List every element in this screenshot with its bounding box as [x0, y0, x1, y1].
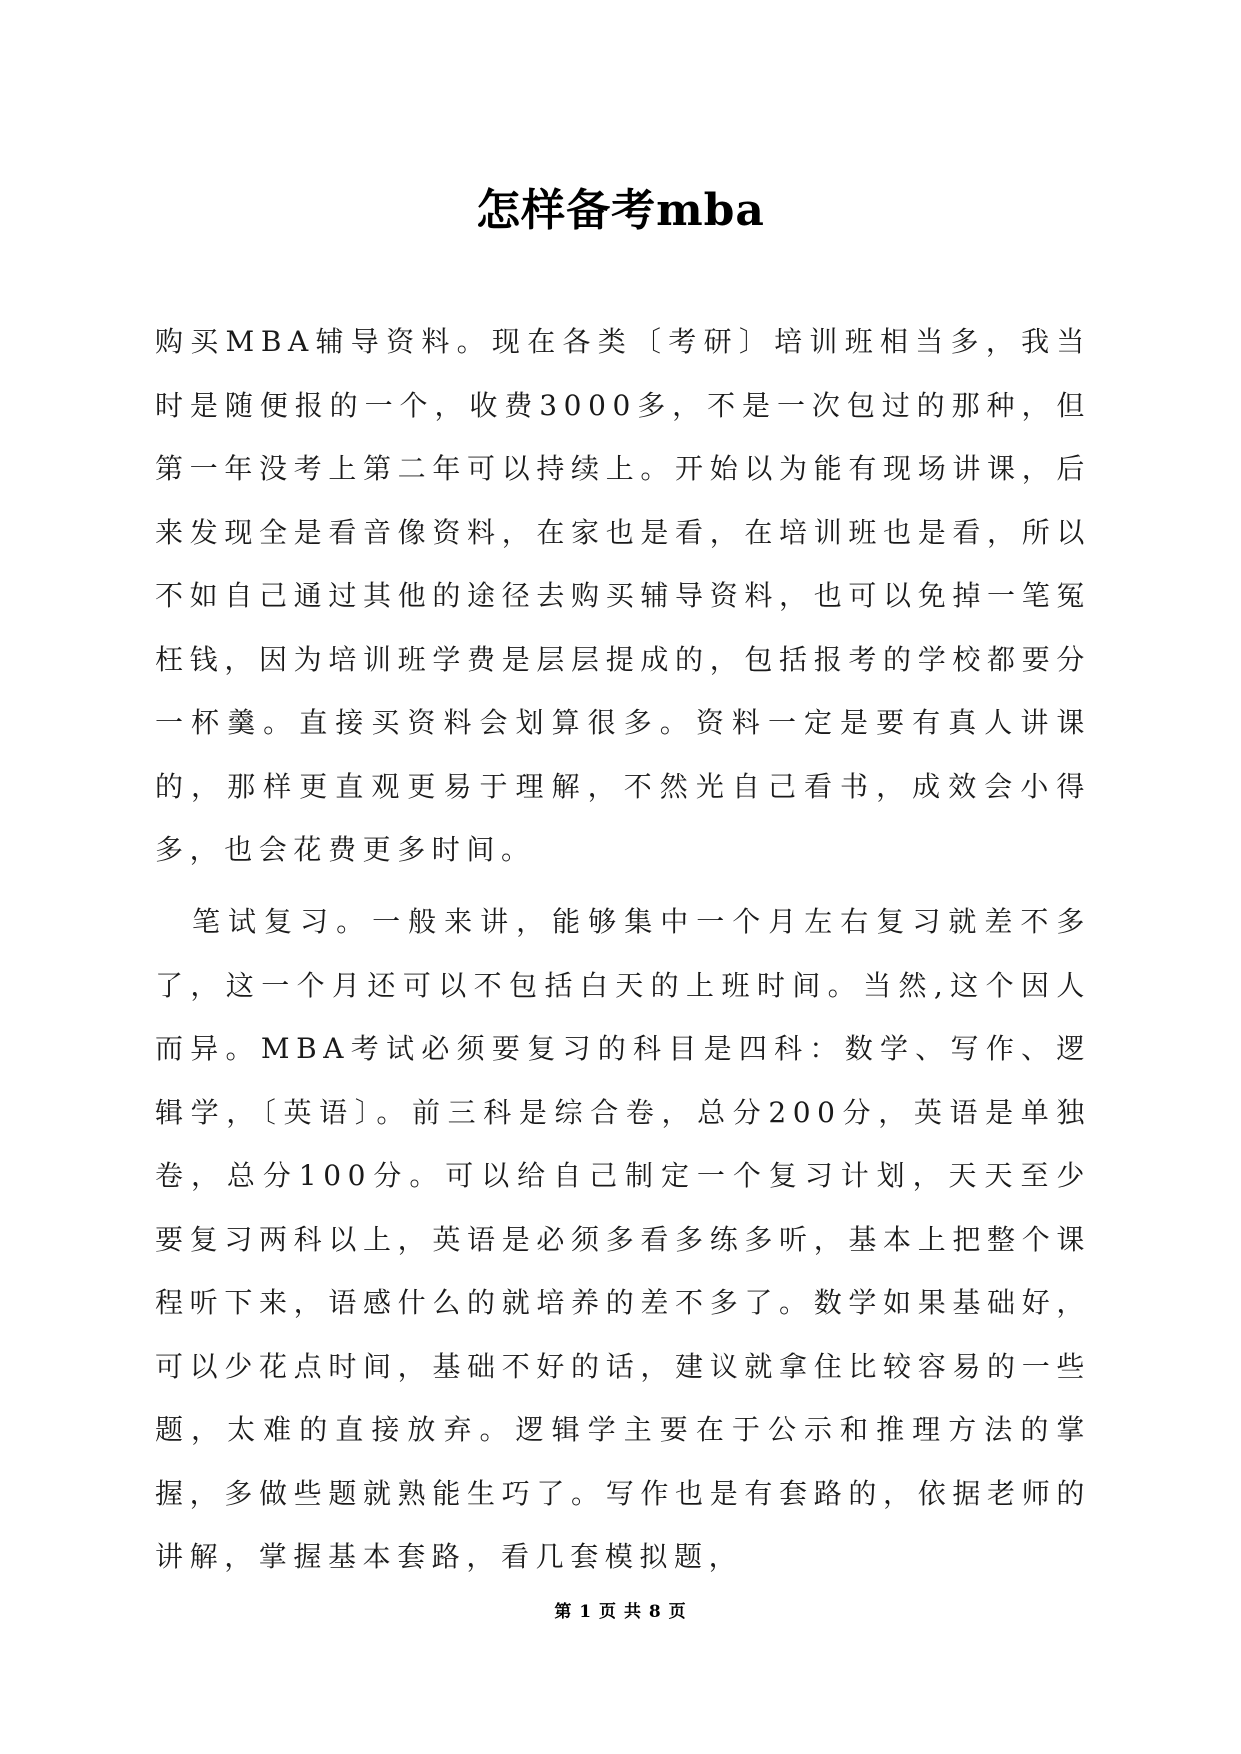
body-paragraph-2: 笔试复习。一般来讲，能够集中一个月左右复习就差不多了，这一个月还可以不包括白天的上班时间。当然,这个因人而异。MBA考试必须要复习的科目是四科：数学、写作、逻辑学，〔英语〕。前三科是综合卷，总分200分，英语是单独卷，总分100分。可以给自己制定一个复习计划，天天至少要复习两科以上，英语是必须多看多练多听，基本上把整个课程听下来，语感什么的就培养的差不多了。数学如果基础好，可以少花点时间，基础不好的话，建议就拿住比较容易的一些题，太难的直接放弃。逻辑学主要在于公示和推理方法的掌握，多做些题就熟能生巧了。写作也是有套路的，依据老师的讲解，掌握基本套路，看几套模拟题，	[155, 905, 1091, 1573]
document-title: 怎样备考mba	[476, 185, 765, 236]
body-paragraph-1: 购买MBA辅导资料。现在各类〔考研〕培训班相当多，我当时是随便报的一个，收费3000多，不是一次包过的那种，但第一年没考上第二年可以持续上。开始以为能有现场讲课，后来发现全是看音像资料，在家也是看，在培训班也是看，所以不如自己通过其他的途径去购买辅导资料，也可以免掉一笔冤枉钱，因为培训班学费是层层提成的，包括报考的学校都要分一杯羹。直接买资料会划算很多。资料一定是要有真人讲课的，那样更直观更易于理解，不然光自己看书，成效会小得多，也会花费更多时间。	[155, 325, 1091, 866]
page-number: 第 1 页 共 8 页	[554, 1602, 687, 1622]
